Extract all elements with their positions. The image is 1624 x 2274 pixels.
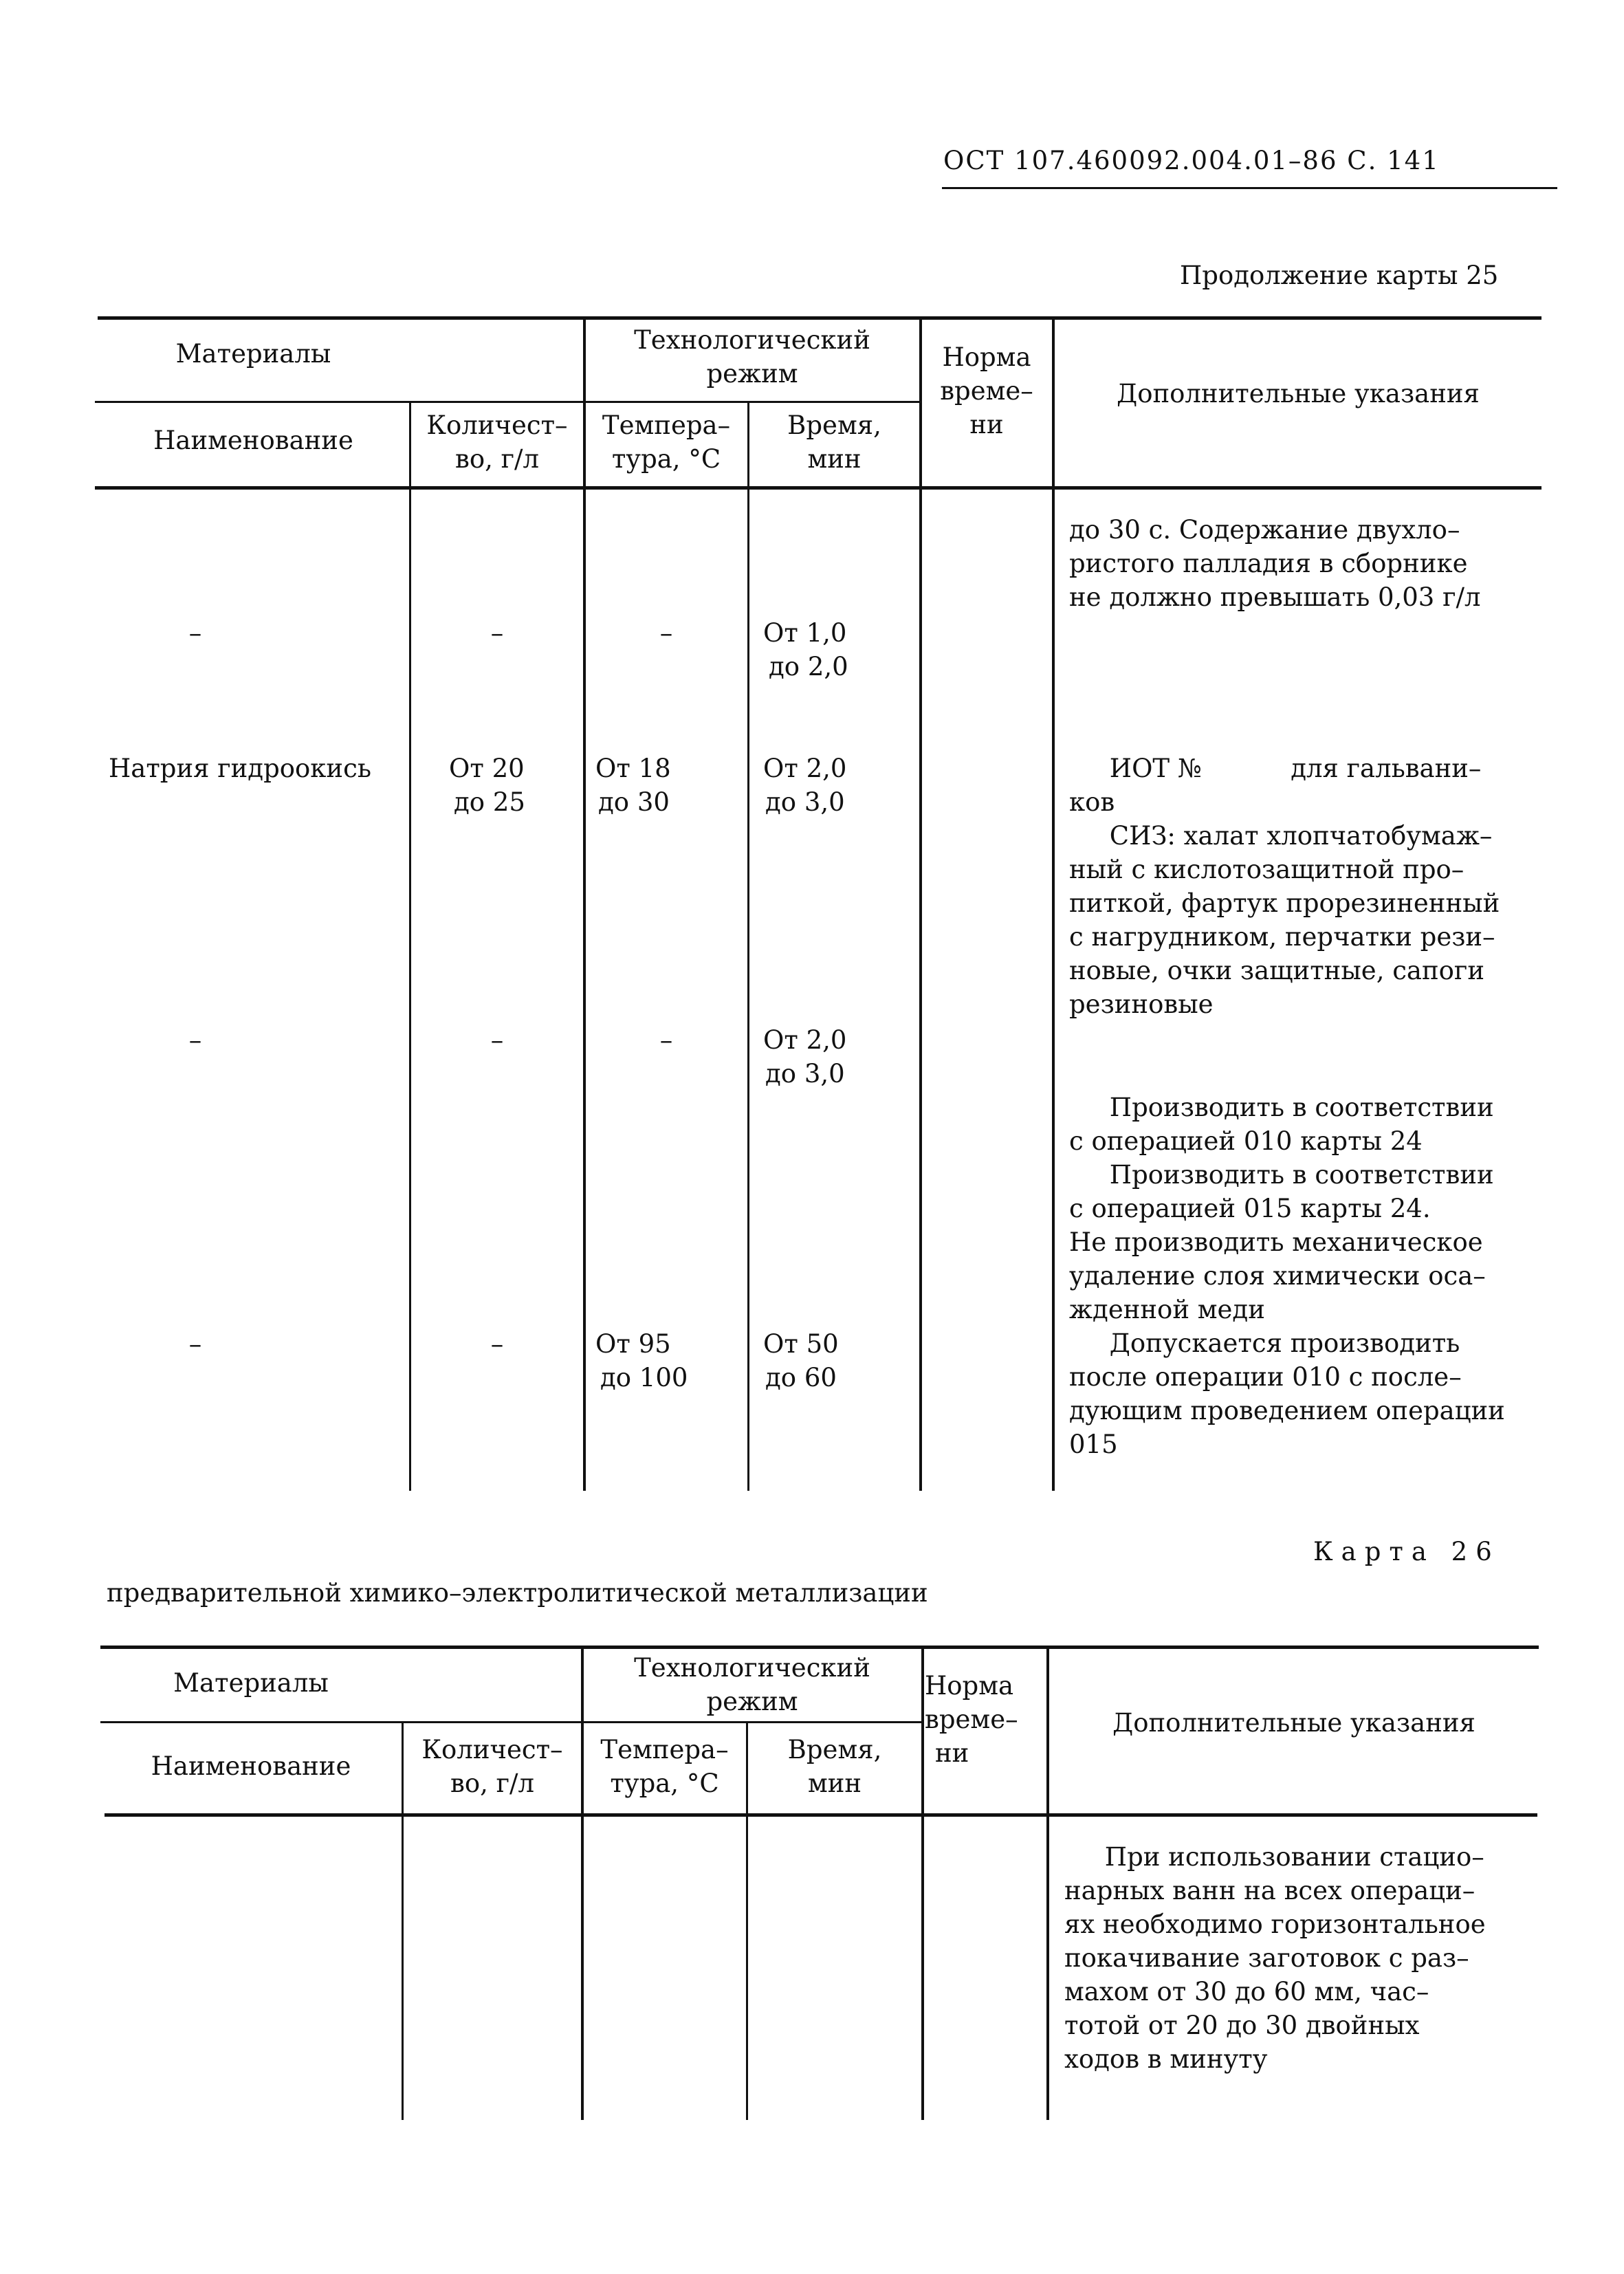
cell-name: – — [188, 1329, 202, 1359]
note-line: Производить в соответствии — [1069, 1093, 1494, 1122]
column-divider — [583, 316, 586, 1491]
cell-time: От 50 — [763, 1329, 839, 1359]
cell-time: От 1,0 — [763, 618, 847, 648]
note-line: не должно превышать 0,03 г/л — [1069, 582, 1481, 612]
cell-name: – — [188, 1025, 202, 1055]
table-rule — [95, 486, 1541, 490]
note-line: ях необходимо горизонтальное — [1064, 1910, 1486, 1939]
header-qty-line1: Количест– — [426, 411, 568, 440]
header-tech-mode-line1: Технологический — [634, 325, 870, 355]
note-line: дующим проведением операции — [1069, 1396, 1505, 1425]
header-temp-line1: Темпера– — [602, 411, 731, 440]
note-line: ИОТ № для гальвани– — [1069, 754, 1482, 783]
cell-temp: до 100 — [600, 1363, 688, 1392]
note-line: ный с кислотозащитной про– — [1069, 855, 1464, 884]
column-divider — [1052, 316, 1055, 1491]
note-line: покачивание заготовок с раз– — [1064, 1943, 1469, 1973]
header-temp-line1: Темпера– — [600, 1735, 729, 1764]
cell-temp: – — [659, 1025, 673, 1055]
note-line: с операцией 010 карты 24 — [1069, 1126, 1423, 1156]
table-rule — [95, 401, 920, 403]
table-rule — [105, 1813, 1537, 1817]
column-divider — [747, 401, 749, 1491]
cell-qty: – — [490, 618, 504, 648]
cell-temp: до 30 — [598, 787, 670, 817]
header-qty-line1: Количест– — [421, 1735, 563, 1764]
note-line: жденной меди — [1069, 1295, 1265, 1324]
header-norm-line3: ни — [935, 1738, 969, 1768]
header-time-line2: мин — [807, 1769, 862, 1798]
header-name: Наименование — [153, 426, 353, 455]
header-norm-line3: ни — [969, 410, 1004, 439]
cell-temp: От 95 — [595, 1329, 671, 1359]
note-line: ходов в минуту — [1064, 2044, 1268, 2074]
cell-time: От 2,0 — [763, 754, 847, 783]
header-norm-line1: Норма — [942, 342, 1031, 372]
cell-time: От 2,0 — [763, 1025, 847, 1055]
note-line: ристого палладия в сборнике — [1069, 549, 1468, 578]
header-underline — [942, 187, 1557, 189]
header-materials: Материалы — [173, 1668, 329, 1698]
table-rule — [100, 1646, 1539, 1649]
note-line: СИЗ: халат хлопчатобумаж– — [1069, 821, 1493, 851]
header-name: Наименование — [151, 1751, 351, 1781]
note-line: до 30 с. Содержание двухло– — [1069, 515, 1460, 545]
cell-temp: – — [659, 618, 673, 648]
cell-qty: до 25 — [454, 787, 525, 817]
header-time-line1: Время, — [787, 1735, 882, 1764]
cell-time: до 3,0 — [765, 1059, 845, 1089]
note-line: с операцией 015 карты 24. — [1069, 1194, 1431, 1223]
column-divider — [919, 316, 922, 1491]
cell-qty: – — [490, 1329, 504, 1359]
header-tech-mode-line2: режим — [706, 1687, 798, 1716]
cell-time: до 60 — [765, 1363, 837, 1392]
note-line: Допускается производить — [1069, 1329, 1460, 1358]
header-materials: Материалы — [175, 339, 331, 369]
note-line: При использовании стацио– — [1064, 1842, 1484, 1872]
header-temp-line2: тура, °С — [611, 444, 721, 474]
header-qty-line2: во, г/л — [455, 444, 539, 474]
table-rule — [98, 316, 1541, 320]
header-extra: Дополнительные указания — [1117, 379, 1480, 408]
card26-title: Карта 26 — [1313, 1537, 1500, 1566]
note-line: тотой от 20 до 30 двойных — [1064, 2011, 1420, 2040]
note-line: махом от 30 до 60 мм, час– — [1064, 1977, 1429, 2007]
document-reference: ОСТ 107.460092.004.01–86 С. 141 — [943, 146, 1440, 175]
note-line: удаление слоя химически оса– — [1069, 1261, 1486, 1291]
cell-name: – — [188, 618, 202, 648]
header-extra: Дополнительные указания — [1112, 1708, 1475, 1738]
continuation-label: Продолжение карты 25 — [1180, 261, 1499, 290]
header-norm-line1: Норма — [925, 1671, 1014, 1701]
header-time-line2: мин — [807, 444, 862, 474]
header-temp-line2: тура, °С — [610, 1769, 719, 1798]
cell-time: до 2,0 — [769, 652, 848, 681]
note-line: 015 — [1069, 1430, 1118, 1459]
header-norm-line2: време– — [940, 376, 1033, 406]
note-line: ков — [1069, 787, 1115, 817]
header-time-line1: Время, — [787, 411, 881, 440]
column-divider — [921, 1646, 924, 2120]
header-norm-line2: време– — [925, 1705, 1018, 1734]
table-rule — [100, 1721, 923, 1723]
note-line: новые, очки защитные, сапоги — [1069, 956, 1484, 985]
note-line: резиновые — [1069, 990, 1214, 1019]
note-line: после операции 010 с после– — [1069, 1362, 1462, 1392]
note-line: питкой, фартук прорезиненный — [1069, 888, 1500, 918]
cell-qty: – — [490, 1025, 504, 1055]
cell-name: Натрия гидроокись — [109, 754, 371, 783]
cell-time: до 3,0 — [765, 787, 845, 817]
header-tech-mode-line1: Технологический — [634, 1653, 870, 1683]
cell-temp: От 18 — [595, 754, 671, 783]
note-line: Производить в соответствии — [1069, 1160, 1494, 1190]
header-tech-mode-line2: режим — [706, 359, 798, 389]
card26-subtitle: предварительной химико–электролитической металлизации — [107, 1578, 928, 1608]
header-qty-line2: во, г/л — [450, 1769, 534, 1798]
note-line: нарных ванн на всех операци– — [1064, 1876, 1475, 1905]
note-line: с нагрудником, перчатки рези– — [1069, 922, 1495, 952]
note-line: Не производить механическое — [1069, 1227, 1483, 1257]
cell-qty: От 20 — [449, 754, 525, 783]
